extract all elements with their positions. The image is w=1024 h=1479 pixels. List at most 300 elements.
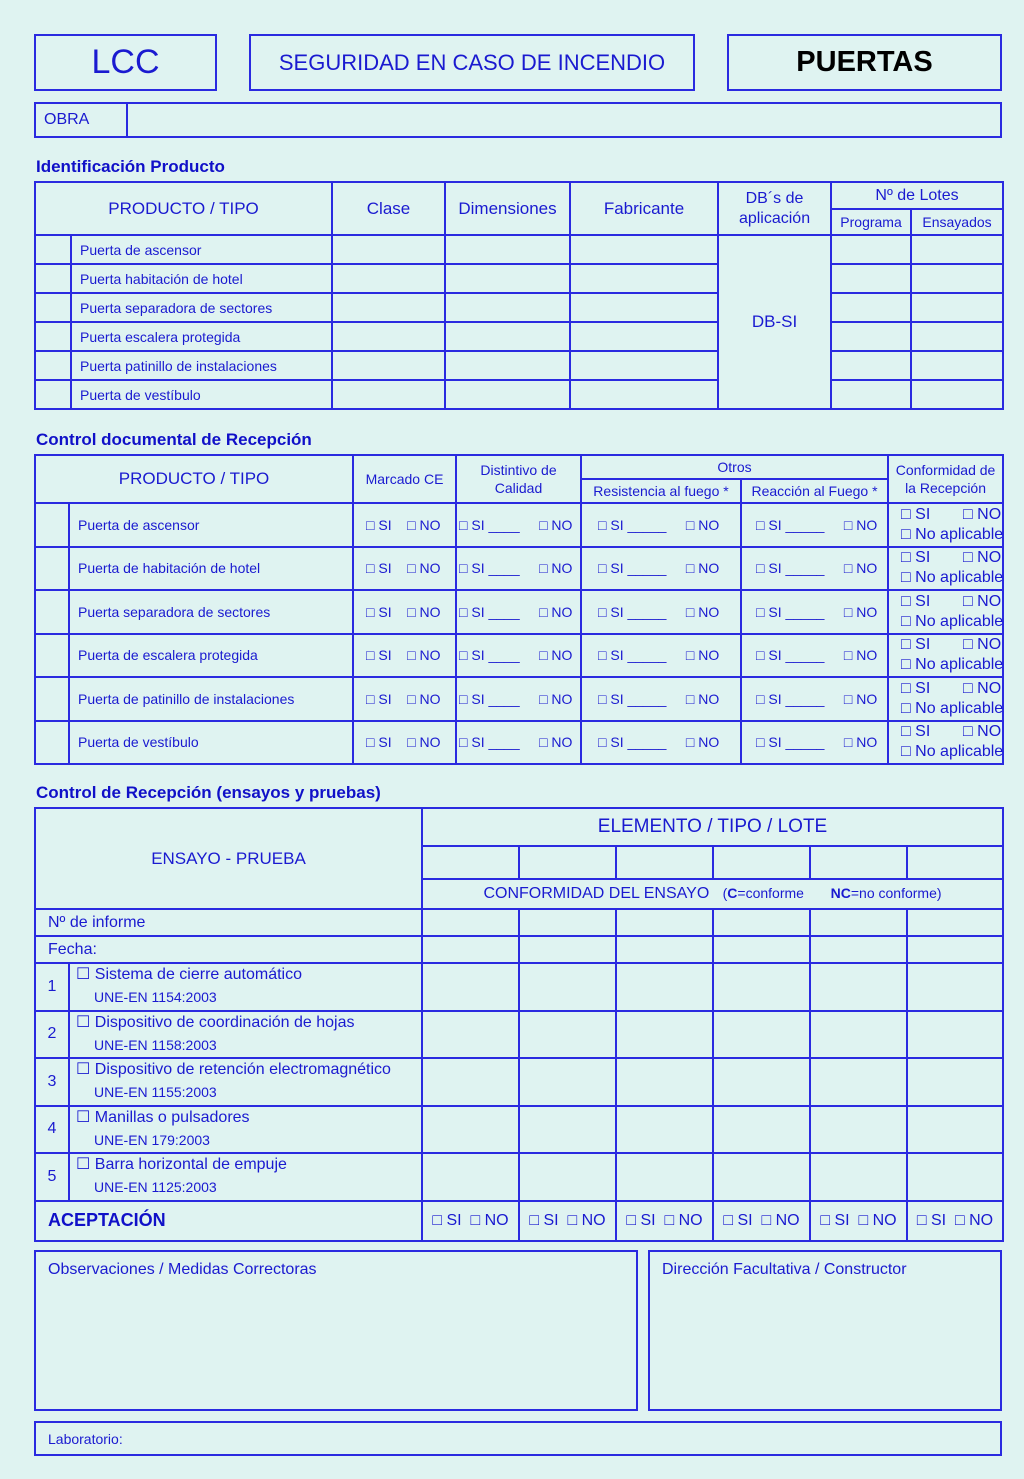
doc-row-marker bbox=[35, 547, 69, 591]
resistencia-si-checkbox[interactable]: □ SI _____ bbox=[598, 690, 667, 707]
rec-test-name: Dispositivo de coordinación de hojas bbox=[94, 1013, 355, 1031]
doc-distintivo-cell bbox=[456, 503, 581, 547]
aceptacion-no-checkbox[interactable]: □ NO bbox=[567, 1211, 606, 1229]
doc-resistencia-cell bbox=[581, 503, 741, 547]
id-row-label: Puerta habitación de hotel bbox=[71, 264, 332, 293]
rec-result-cell[interactable] bbox=[713, 1106, 810, 1154]
doc-col-conformidad: Conformidad de la Recepción bbox=[888, 455, 1003, 503]
doc-conformidad-cell bbox=[888, 590, 1003, 634]
obra-table bbox=[34, 102, 1002, 138]
id-cell[interactable] bbox=[332, 380, 445, 409]
rec-test-norm: UNE-EN 1125:2003 bbox=[94, 1179, 217, 1196]
rec-result-cell[interactable] bbox=[713, 1011, 810, 1059]
doc-col-marcado: Marcado CE bbox=[353, 455, 456, 503]
id-row-label: Puerta escalera protegida bbox=[71, 322, 332, 351]
distintivo-no-checkbox[interactable]: □ NO bbox=[539, 560, 573, 577]
control-documental-table bbox=[34, 454, 1004, 765]
rec-test-checkbox[interactable]: ☐ bbox=[76, 1156, 91, 1174]
rec-test-cell bbox=[69, 1106, 422, 1154]
id-cell[interactable] bbox=[445, 235, 570, 264]
distintivo-si-checkbox[interactable]: □ SI ____ bbox=[459, 560, 520, 577]
id-cell[interactable] bbox=[570, 351, 718, 380]
aceptacion-si-checkbox[interactable]: □ SI bbox=[529, 1211, 559, 1229]
rec-result-cell[interactable] bbox=[810, 1106, 907, 1154]
doc-row bbox=[35, 721, 1003, 765]
resistencia-si-checkbox[interactable]: □ SI _____ bbox=[598, 560, 667, 577]
rec-test-name: Sistema de cierre automático bbox=[94, 966, 302, 984]
rec-result-cell[interactable] bbox=[519, 1106, 616, 1154]
id-row-label: Puerta de ascensor bbox=[71, 235, 332, 264]
observaciones-label: Observaciones / Medidas Correctoras bbox=[48, 1261, 317, 1278]
id-cell[interactable] bbox=[332, 322, 445, 351]
rec-result-cell[interactable] bbox=[810, 909, 907, 936]
id-cell[interactable] bbox=[911, 293, 1003, 322]
id-cell[interactable] bbox=[332, 293, 445, 322]
rec-result-cell[interactable] bbox=[616, 909, 713, 936]
marcado-si-checkbox[interactable]: □ SI bbox=[366, 647, 392, 664]
aceptacion-cell bbox=[907, 1201, 1003, 1241]
marcado-no-checkbox[interactable]: □ NO bbox=[407, 516, 441, 533]
resistencia-no-checkbox[interactable]: □ NO bbox=[685, 516, 720, 533]
doc-distintivo-cell bbox=[456, 677, 581, 721]
aceptacion-si-checkbox[interactable]: □ SI bbox=[723, 1211, 753, 1229]
marcado-si-checkbox[interactable]: □ SI bbox=[366, 734, 392, 751]
rec-result-cell[interactable] bbox=[713, 909, 810, 936]
rec-element-cell[interactable] bbox=[713, 846, 810, 879]
rec-result-cell[interactable] bbox=[907, 936, 1003, 963]
rec-test-checkbox[interactable]: ☐ bbox=[76, 966, 91, 984]
id-cell[interactable] bbox=[911, 264, 1003, 293]
direccion-box[interactable] bbox=[648, 1250, 1002, 1411]
conformidad-no-checkbox[interactable]: □ NO bbox=[963, 505, 1002, 523]
distintivo-no-checkbox[interactable]: □ NO bbox=[539, 516, 573, 533]
doc-row-label: Puerta de ascensor bbox=[69, 503, 353, 547]
doc-distintivo-cell bbox=[456, 721, 581, 765]
reaccion-no-checkbox[interactable]: □ NO bbox=[843, 516, 878, 533]
rec-test-cell bbox=[69, 1153, 422, 1201]
rec-element-cell[interactable] bbox=[519, 846, 616, 879]
rec-result-cell[interactable] bbox=[616, 1011, 713, 1059]
distintivo-si-checkbox[interactable]: □ SI ____ bbox=[459, 690, 520, 707]
id-cell[interactable] bbox=[911, 351, 1003, 380]
id-cell[interactable] bbox=[332, 351, 445, 380]
distintivo-si-checkbox[interactable]: □ SI ____ bbox=[459, 647, 520, 664]
id-cell[interactable] bbox=[911, 322, 1003, 351]
id-col-fabricante: Fabricante bbox=[570, 182, 718, 235]
id-cell[interactable] bbox=[445, 293, 570, 322]
id-col-programa: Programa bbox=[831, 209, 911, 235]
conformidad-na-checkbox[interactable]: □ No aplicable bbox=[901, 569, 1004, 587]
conformidad-no-checkbox[interactable]: □ NO bbox=[963, 636, 1002, 654]
id-row-marker bbox=[35, 380, 71, 409]
doc-marcado-cell bbox=[353, 547, 456, 591]
doc-conformidad-cell bbox=[888, 721, 1003, 765]
rec-result-cell[interactable] bbox=[616, 1153, 713, 1201]
rec-c-key: C bbox=[727, 885, 738, 901]
rec-conformidad-label: CONFORMIDAD DEL ENSAYO bbox=[483, 885, 710, 902]
marcado-si-checkbox[interactable]: □ SI bbox=[366, 516, 392, 533]
rec-element-cell[interactable] bbox=[810, 846, 907, 879]
conformidad-no-checkbox[interactable]: □ NO bbox=[963, 549, 1002, 567]
rec-meta-row bbox=[35, 909, 1003, 936]
distintivo-no-checkbox[interactable]: □ NO bbox=[539, 734, 573, 751]
conformidad-na-checkbox[interactable]: □ No aplicable bbox=[901, 743, 1004, 761]
marcado-si-checkbox[interactable]: □ SI bbox=[366, 560, 392, 577]
doc-row-marker bbox=[35, 634, 69, 678]
doc-conformidad-cell bbox=[888, 634, 1003, 678]
distintivo-si-checkbox[interactable]: □ SI ____ bbox=[459, 734, 520, 751]
rec-col-elemento: ELEMENTO / TIPO / LOTE bbox=[422, 808, 1003, 846]
conformidad-si-checkbox[interactable]: □ SI bbox=[901, 592, 931, 610]
reaccion-si-checkbox[interactable]: □ SI _____ bbox=[756, 734, 825, 751]
doc-distintivo-cell bbox=[456, 547, 581, 591]
doc-resistencia-cell bbox=[581, 547, 741, 591]
doc-resistencia-cell bbox=[581, 634, 741, 678]
id-row-label: Puerta separadora de sectores bbox=[71, 293, 332, 322]
logo-text: LCC bbox=[91, 43, 160, 81]
id-cell[interactable] bbox=[570, 380, 718, 409]
doc-marcado-cell bbox=[353, 634, 456, 678]
aceptacion-no-checkbox[interactable]: □ NO bbox=[858, 1211, 897, 1229]
doc-row bbox=[35, 590, 1003, 634]
doc-col-producto: PRODUCTO / TIPO bbox=[35, 455, 353, 503]
rec-test-norm: UNE-EN 1154:2003 bbox=[94, 989, 217, 1006]
marcado-no-checkbox[interactable]: □ NO bbox=[407, 647, 441, 664]
reaccion-no-checkbox[interactable]: □ NO bbox=[843, 647, 878, 664]
id-cell[interactable] bbox=[445, 380, 570, 409]
resistencia-si-checkbox[interactable]: □ SI _____ bbox=[598, 603, 667, 620]
conformidad-na-checkbox[interactable]: □ No aplicable bbox=[901, 612, 1004, 630]
subject-box bbox=[249, 34, 695, 91]
reaccion-no-checkbox[interactable]: □ NO bbox=[843, 560, 878, 577]
id-cell[interactable] bbox=[911, 235, 1003, 264]
rec-result-cell[interactable] bbox=[519, 936, 616, 963]
id-cell[interactable] bbox=[445, 351, 570, 380]
doc-col-distintivo: Distintivo de Calidad bbox=[456, 455, 581, 503]
rec-test-norm: UNE-EN 1158:2003 bbox=[94, 1036, 217, 1053]
marcado-no-checkbox[interactable]: □ NO bbox=[407, 690, 441, 707]
id-col-clase: Clase bbox=[332, 182, 445, 235]
rec-result-cell[interactable] bbox=[810, 1058, 907, 1106]
doc-row-label: Puerta de escalera protegida bbox=[69, 634, 353, 678]
doc-marcado-cell bbox=[353, 677, 456, 721]
doc-conformidad-cell bbox=[888, 547, 1003, 591]
rec-test-number: 4 bbox=[35, 1106, 69, 1154]
rec-informe-label: Nº de informe bbox=[35, 909, 422, 936]
reaccion-si-checkbox[interactable]: □ SI _____ bbox=[756, 516, 825, 533]
marcado-si-checkbox[interactable]: □ SI bbox=[366, 690, 392, 707]
rec-result-cell[interactable] bbox=[422, 909, 519, 936]
rec-test-number: 2 bbox=[35, 1011, 69, 1059]
doc-reaccion-cell bbox=[741, 721, 888, 765]
rec-result-cell[interactable] bbox=[519, 963, 616, 1011]
rec-test-name: Manillas o pulsadores bbox=[94, 1108, 250, 1126]
rec-result-cell[interactable] bbox=[422, 1153, 519, 1201]
id-row-marker bbox=[35, 293, 71, 322]
rec-result-cell[interactable] bbox=[519, 909, 616, 936]
doc-row-marker bbox=[35, 503, 69, 547]
doc-col-resistencia: Resistencia al fuego * bbox=[581, 479, 741, 503]
aceptacion-cell bbox=[519, 1201, 616, 1241]
rec-result-cell[interactable] bbox=[713, 963, 810, 1011]
rec-result-cell[interactable] bbox=[907, 909, 1003, 936]
obra-label: OBRA bbox=[35, 103, 127, 137]
resistencia-si-checkbox[interactable]: □ SI _____ bbox=[598, 647, 667, 664]
rec-result-cell[interactable] bbox=[907, 1106, 1003, 1154]
id-cell[interactable] bbox=[332, 264, 445, 293]
doc-row-marker bbox=[35, 677, 69, 721]
id-cell[interactable] bbox=[831, 322, 911, 351]
resistencia-no-checkbox[interactable]: □ NO bbox=[685, 734, 720, 751]
aceptacion-cell bbox=[616, 1201, 713, 1241]
rec-element-cell[interactable] bbox=[422, 846, 519, 879]
conformidad-si-checkbox[interactable]: □ SI bbox=[901, 505, 931, 523]
rec-result-cell[interactable] bbox=[616, 1106, 713, 1154]
doc-conformidad-cell bbox=[888, 503, 1003, 547]
rec-result-cell[interactable] bbox=[810, 1153, 907, 1201]
conformidad-na-checkbox[interactable]: □ No aplicable bbox=[901, 656, 1004, 674]
direccion-label: Dirección Facultativa / Constructor bbox=[662, 1261, 907, 1278]
aceptacion-cell bbox=[810, 1201, 907, 1241]
rec-result-cell[interactable] bbox=[616, 1058, 713, 1106]
rec-result-cell[interactable] bbox=[713, 936, 810, 963]
rec-result-cell[interactable] bbox=[422, 1058, 519, 1106]
doc-marcado-cell bbox=[353, 503, 456, 547]
distintivo-si-checkbox[interactable]: □ SI ____ bbox=[459, 516, 520, 533]
rec-result-cell[interactable] bbox=[713, 1058, 810, 1106]
rec-result-cell[interactable] bbox=[907, 1011, 1003, 1059]
rec-result-cell[interactable] bbox=[616, 936, 713, 963]
doc-reaccion-cell bbox=[741, 547, 888, 591]
id-col-db: DB´s de aplicación bbox=[718, 182, 831, 235]
conformidad-na-checkbox[interactable]: □ No aplicable bbox=[901, 525, 1004, 543]
laboratorio-label: Laboratorio: bbox=[48, 1431, 123, 1447]
id-col-producto: PRODUCTO / TIPO bbox=[35, 182, 332, 235]
rec-result-cell[interactable] bbox=[422, 963, 519, 1011]
page-title: PUERTAS bbox=[796, 46, 933, 78]
conformidad-si-checkbox[interactable]: □ SI bbox=[901, 723, 931, 741]
observaciones-box[interactable] bbox=[34, 1250, 638, 1411]
conformidad-si-checkbox[interactable]: □ SI bbox=[901, 549, 931, 567]
id-cell[interactable] bbox=[445, 322, 570, 351]
doc-row-label: Puerta separadora de sectores bbox=[69, 590, 353, 634]
aceptacion-si-checkbox[interactable]: □ SI bbox=[626, 1211, 656, 1229]
reaccion-si-checkbox[interactable]: □ SI _____ bbox=[756, 603, 825, 620]
aceptacion-si-checkbox[interactable]: □ SI bbox=[432, 1211, 462, 1229]
doc-col-otros: Otros bbox=[581, 455, 888, 479]
rec-result-cell[interactable] bbox=[616, 963, 713, 1011]
rec-meta-row bbox=[35, 936, 1003, 963]
reaccion-no-checkbox[interactable]: □ NO bbox=[843, 690, 878, 707]
id-col-dimensiones: Dimensiones bbox=[445, 182, 570, 235]
conformidad-na-checkbox[interactable]: □ No aplicable bbox=[901, 699, 1004, 717]
rec-nc-key: NC bbox=[830, 885, 851, 901]
resistencia-si-checkbox[interactable]: □ SI _____ bbox=[598, 516, 667, 533]
id-row-marker bbox=[35, 264, 71, 293]
doc-row-label: Puerta de vestíbulo bbox=[69, 721, 353, 765]
doc-conformidad-cell bbox=[888, 677, 1003, 721]
identificacion-table bbox=[34, 181, 1004, 410]
reaccion-no-checkbox[interactable]: □ NO bbox=[843, 603, 878, 620]
id-cell[interactable] bbox=[570, 322, 718, 351]
doc-row bbox=[35, 547, 1003, 591]
distintivo-si-checkbox[interactable]: □ SI ____ bbox=[459, 603, 520, 620]
rec-result-cell[interactable] bbox=[907, 963, 1003, 1011]
id-db-value: DB-SI bbox=[718, 235, 831, 409]
aceptacion-si-checkbox[interactable]: □ SI bbox=[820, 1211, 850, 1229]
rec-col-ensayo: ENSAYO - PRUEBA bbox=[35, 808, 422, 909]
rec-result-cell[interactable] bbox=[422, 1106, 519, 1154]
id-cell[interactable] bbox=[911, 380, 1003, 409]
rec-test-number: 1 bbox=[35, 963, 69, 1011]
marcado-si-checkbox[interactable]: □ SI bbox=[366, 603, 392, 620]
obra-field[interactable] bbox=[127, 103, 1001, 137]
aceptacion-no-checkbox[interactable]: □ NO bbox=[761, 1211, 800, 1229]
rec-element-cell[interactable] bbox=[907, 846, 1003, 879]
doc-reaccion-cell bbox=[741, 590, 888, 634]
rec-result-cell[interactable] bbox=[422, 1011, 519, 1059]
marcado-no-checkbox[interactable]: □ NO bbox=[407, 603, 441, 620]
conformidad-no-checkbox[interactable]: □ NO bbox=[963, 679, 1002, 697]
id-cell[interactable] bbox=[570, 293, 718, 322]
distintivo-no-checkbox[interactable]: □ NO bbox=[539, 603, 573, 620]
rec-result-cell[interactable] bbox=[519, 1153, 616, 1201]
id-row-marker bbox=[35, 235, 71, 264]
doc-resistencia-cell bbox=[581, 590, 741, 634]
rec-test-norm: UNE-EN 1155:2003 bbox=[94, 1084, 217, 1101]
aceptacion-no-checkbox[interactable]: □ NO bbox=[664, 1211, 703, 1229]
rec-test-norm: UNE-EN 179:2003 bbox=[94, 1131, 210, 1148]
distintivo-no-checkbox[interactable]: □ NO bbox=[539, 690, 573, 707]
rec-aceptacion-row bbox=[35, 1201, 1003, 1241]
doc-row bbox=[35, 503, 1003, 547]
control-recepcion-table bbox=[34, 807, 1004, 1242]
doc-row-label: Puerta de habitación de hotel bbox=[69, 547, 353, 591]
rec-aceptacion-label: ACEPTACIÓN bbox=[35, 1201, 422, 1241]
resistencia-si-checkbox[interactable]: □ SI _____ bbox=[598, 734, 667, 751]
rec-result-cell[interactable] bbox=[422, 936, 519, 963]
resistencia-no-checkbox[interactable]: □ NO bbox=[685, 690, 720, 707]
rec-fecha-label: Fecha: bbox=[35, 936, 422, 963]
aceptacion-cell bbox=[422, 1201, 519, 1241]
id-col-ensayados: Ensayados bbox=[911, 209, 1003, 235]
doc-marcado-cell bbox=[353, 721, 456, 765]
rec-test-cell bbox=[69, 1011, 422, 1059]
conformidad-si-checkbox[interactable]: □ SI bbox=[901, 679, 931, 697]
conformidad-si-checkbox[interactable]: □ SI bbox=[901, 636, 931, 654]
conformidad-no-checkbox[interactable]: □ NO bbox=[963, 723, 1002, 741]
id-cell[interactable] bbox=[831, 351, 911, 380]
rec-result-cell[interactable] bbox=[810, 963, 907, 1011]
id-cell[interactable] bbox=[831, 264, 911, 293]
doc-distintivo-cell bbox=[456, 590, 581, 634]
doc-row-marker bbox=[35, 590, 69, 634]
doc-marcado-cell bbox=[353, 590, 456, 634]
id-row-marker bbox=[35, 322, 71, 351]
id-cell[interactable] bbox=[445, 264, 570, 293]
laboratorio-box[interactable] bbox=[34, 1421, 1002, 1456]
section-title-control-recepcion: Control de Recepción (ensayos y pruebas) bbox=[36, 783, 381, 802]
doc-reaccion-cell bbox=[741, 634, 888, 678]
doc-resistencia-cell bbox=[581, 721, 741, 765]
rec-conformidad bbox=[422, 879, 1003, 909]
rec-test-row bbox=[35, 1106, 1003, 1154]
distintivo-no-checkbox[interactable]: □ NO bbox=[539, 647, 573, 664]
rec-result-cell[interactable] bbox=[810, 936, 907, 963]
rec-result-cell[interactable] bbox=[810, 1011, 907, 1059]
marcado-no-checkbox[interactable]: □ NO bbox=[407, 560, 441, 577]
id-cell[interactable] bbox=[831, 235, 911, 264]
logo-box bbox=[34, 34, 217, 91]
rec-test-row bbox=[35, 1058, 1003, 1106]
doc-reaccion-cell bbox=[741, 503, 888, 547]
subject-text: SEGURIDAD EN CASO DE INCENDIO bbox=[278, 49, 666, 75]
rec-test-checkbox[interactable]: ☐ bbox=[76, 1108, 91, 1126]
aceptacion-cell bbox=[713, 1201, 810, 1241]
id-cell[interactable] bbox=[570, 264, 718, 293]
resistencia-no-checkbox[interactable]: □ NO bbox=[685, 647, 720, 664]
rec-conformidad-open: ( bbox=[722, 885, 728, 901]
aceptacion-no-checkbox[interactable]: □ NO bbox=[470, 1211, 509, 1229]
rec-c-text: =conforme bbox=[737, 885, 804, 901]
rec-result-cell[interactable] bbox=[713, 1153, 810, 1201]
aceptacion-no-checkbox[interactable]: □ NO bbox=[955, 1211, 994, 1229]
reaccion-si-checkbox[interactable]: □ SI _____ bbox=[756, 560, 825, 577]
doc-reaccion-cell bbox=[741, 677, 888, 721]
id-row-label: Puerta de vestíbulo bbox=[71, 380, 332, 409]
rec-test-cell bbox=[69, 1058, 422, 1106]
aceptacion-si-checkbox[interactable]: □ SI bbox=[916, 1211, 947, 1229]
title-box bbox=[727, 34, 1002, 91]
id-row-marker bbox=[35, 351, 71, 380]
doc-col-reaccion: Reacción al Fuego * bbox=[741, 479, 888, 503]
reaccion-si-checkbox[interactable]: □ SI _____ bbox=[756, 647, 825, 664]
resistencia-no-checkbox[interactable]: □ NO bbox=[685, 560, 720, 577]
rec-test-name: Barra horizontal de empuje bbox=[94, 1156, 287, 1174]
rec-test-row bbox=[35, 1011, 1003, 1059]
rec-result-cell[interactable] bbox=[519, 1011, 616, 1059]
section-title-control-documental: Control documental de Recepción bbox=[36, 430, 312, 449]
rec-test-row bbox=[35, 963, 1003, 1011]
id-cell[interactable] bbox=[332, 235, 445, 264]
reaccion-si-checkbox[interactable]: □ SI _____ bbox=[756, 690, 825, 707]
doc-row-marker bbox=[35, 721, 69, 765]
rec-test-number: 3 bbox=[35, 1058, 69, 1106]
doc-row-label: Puerta de patinillo de instalaciones bbox=[69, 677, 353, 721]
conformidad-no-checkbox[interactable]: □ NO bbox=[963, 592, 1002, 610]
rec-element-cell[interactable] bbox=[616, 846, 713, 879]
marcado-no-checkbox[interactable]: □ NO bbox=[407, 734, 441, 751]
id-cell[interactable] bbox=[831, 293, 911, 322]
rec-test-name: Dispositivo de retención electromagnético bbox=[94, 1061, 391, 1079]
doc-distintivo-cell bbox=[456, 634, 581, 678]
doc-resistencia-cell bbox=[581, 677, 741, 721]
rec-test-checkbox[interactable]: ☐ bbox=[76, 1013, 91, 1031]
rec-test-number: 5 bbox=[35, 1153, 69, 1201]
rec-result-cell[interactable] bbox=[907, 1153, 1003, 1201]
id-row-label: Puerta patinillo de instalaciones bbox=[71, 351, 332, 380]
reaccion-no-checkbox[interactable]: □ NO bbox=[843, 734, 878, 751]
rec-result-cell[interactable] bbox=[907, 1058, 1003, 1106]
id-col-lotes: Nº de Lotes bbox=[831, 182, 1003, 209]
section-title-identificacion: Identificación Producto bbox=[36, 157, 225, 176]
id-cell[interactable] bbox=[570, 235, 718, 264]
rec-test-checkbox[interactable]: ☐ bbox=[76, 1061, 91, 1079]
id-cell[interactable] bbox=[831, 380, 911, 409]
resistencia-no-checkbox[interactable]: □ NO bbox=[685, 603, 720, 620]
doc-row bbox=[35, 677, 1003, 721]
rec-result-cell[interactable] bbox=[519, 1058, 616, 1106]
